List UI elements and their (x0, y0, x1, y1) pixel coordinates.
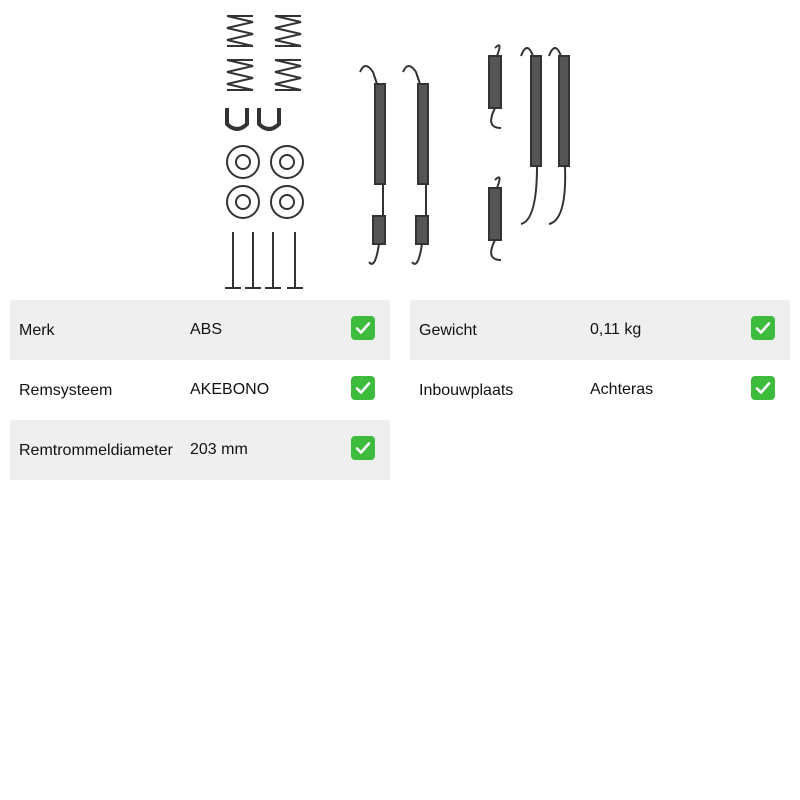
spec-row-merk (10, 300, 390, 360)
return-spring-icon (360, 66, 428, 264)
check-mark-icon (351, 316, 375, 340)
spec-row-remsysteem (10, 360, 390, 420)
spec-value: 203 mm (190, 441, 248, 458)
spec-table-right (410, 300, 790, 420)
compression-spring-icon (227, 16, 301, 90)
spec-label: Remsysteem (19, 382, 113, 399)
spec-row-gewicht (410, 300, 790, 360)
short-spring-icon (489, 45, 501, 260)
product-image (215, 0, 585, 292)
check-mark-icon (751, 316, 775, 340)
spec-row-inbouwplaats (410, 360, 790, 420)
spec-value: Achteras (590, 381, 654, 398)
spec-table-left (10, 300, 390, 480)
spec-label: Merk (19, 322, 55, 339)
spec-value: AKEBONO (190, 381, 270, 398)
pin-icon (225, 232, 303, 288)
check-mark-icon (351, 376, 375, 400)
check-mark-icon (351, 436, 375, 460)
check-mark-icon (751, 376, 775, 400)
spec-label: Remtrommeldiameter (19, 442, 173, 459)
spec-label: Gewicht (419, 322, 477, 339)
spec-row-remtrommeldiameter (10, 420, 390, 480)
spec-value: ABS (190, 321, 223, 338)
spec-label: Inbouwplaats (419, 382, 514, 399)
hooked-spring-icon (521, 48, 569, 224)
spec-value: 0,11 kg (590, 321, 642, 338)
clip-icon (227, 108, 279, 129)
washer-icon (227, 146, 303, 218)
